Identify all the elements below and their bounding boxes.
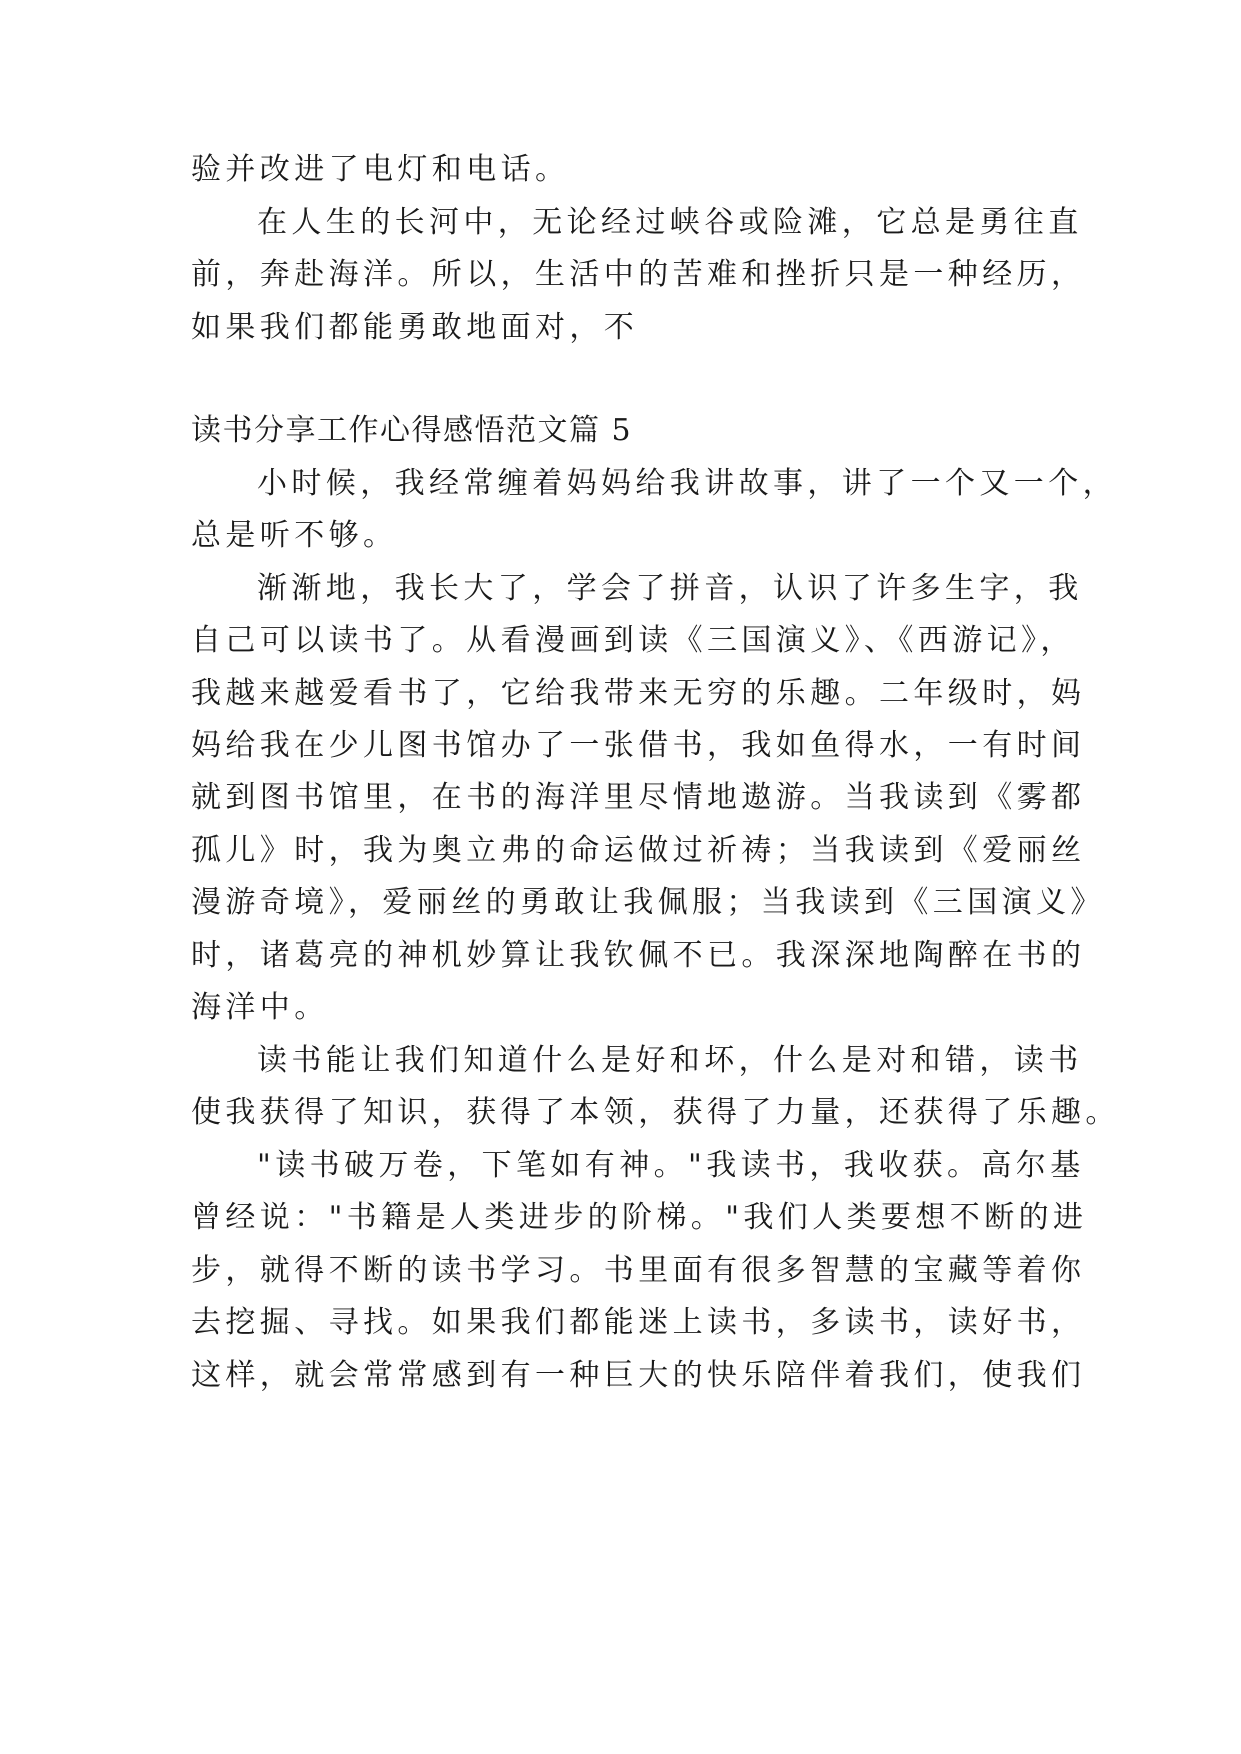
- paragraph-line: 妈给我在少儿图书馆办了一张借书，我如鱼得水，一有时间: [191, 728, 1086, 763]
- paragraph-line: 这样，就会常常感到有一种巨大的快乐陪伴着我们，使我们: [191, 1358, 1086, 1393]
- paragraph-line: 小时候，我经常缠着妈妈给我讲故事，讲了一个又一个，: [257, 466, 1117, 501]
- paragraph-line: 验并改进了电灯和电话。: [191, 152, 570, 187]
- paragraph-line: 读书能让我们知道什么是好和坏，什么是对和错，读书: [257, 1043, 1083, 1078]
- paragraph-line: 总是听不够。: [191, 518, 398, 553]
- paragraph-line: 前，奔赴海洋。所以，生活中的苦难和挫折只是一种经历，: [191, 257, 1086, 292]
- paragraph-line: "读书破万卷，下笔如有神。"我读书，我收获。高尔基: [257, 1148, 1085, 1183]
- section-heading: 读书分享工作心得感悟范文篇 5: [191, 413, 633, 448]
- paragraph-line: 去挖掘、寻找。如果我们都能迷上读书，多读书，读好书，: [191, 1305, 1086, 1340]
- paragraph-line: 在人生的长河中，无论经过峡谷或险滩，它总是勇往直: [257, 205, 1083, 240]
- paragraph-line: 使我获得了知识，获得了本领，获得了力量，还获得了乐趣。: [191, 1095, 1120, 1130]
- paragraph-line: 时，诸葛亮的神机妙算让我钦佩不已。我深深地陶醉在书的: [191, 938, 1086, 973]
- paragraph-line: 如果我们都能勇敢地面对，不: [191, 310, 639, 345]
- paragraph-line: 自己可以读书了。从看漫画到读《三国演义》、《西游记》，: [191, 623, 1075, 658]
- paragraph-line: 漫游奇境》，爱丽丝的勇敢让我佩服；当我读到《三国演义》: [191, 885, 1105, 920]
- paragraph-line: 曾经说："书籍是人类进步的阶梯。"我们人类要想不断的进: [191, 1200, 1088, 1235]
- paragraph-line: 就到图书馆里，在书的海洋里尽情地遨游。当我读到《雾都: [191, 780, 1086, 815]
- paragraph-line: 孤儿》时，我为奥立弗的命运做过祈祷；当我读到《爱丽丝: [191, 833, 1086, 868]
- paragraph-line: 渐渐地，我长大了，学会了拼音，认识了许多生字，我: [257, 571, 1083, 606]
- paragraph-line: 海洋中。: [191, 990, 329, 1025]
- paragraph-line: 我越来越爱看书了，它给我带来无穷的乐趣。二年级时，妈: [191, 676, 1086, 711]
- paragraph-line: 步，就得不断的读书学习。书里面有很多智慧的宝藏等着你: [191, 1253, 1086, 1288]
